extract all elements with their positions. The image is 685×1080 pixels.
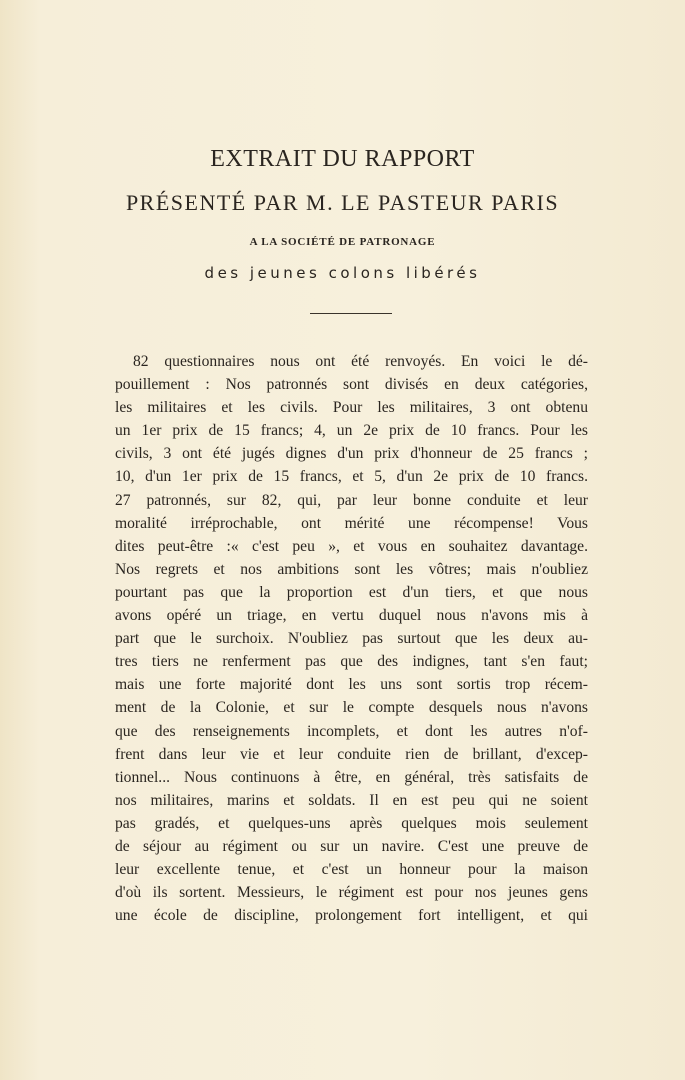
- society-line: A LA SOCIÉTÉ DE PATRONAGE: [249, 236, 436, 248]
- text-line: un 1er prix de 15 francs; 4, un 2e prix de 10 francs. Pour les: [115, 422, 588, 440]
- text-line: 27 patronnés, sur 82, qui, par leur bonne conduite et leur: [115, 491, 588, 509]
- text-line: pouillement : Nos patronnés sont divisés en deux catégories,: [115, 376, 588, 394]
- page-title: EXTRAIT DU RAPPORT: [210, 146, 475, 172]
- text-line: Nos regrets et nos ambitions sont les vôtres; mais n'oubliez: [115, 560, 588, 578]
- title-divider: [310, 313, 392, 314]
- colons-line: des jeunes colons libérés: [204, 264, 481, 282]
- text-line: part que le surchoix. N'oubliez pas surtout que les deux au-: [115, 630, 588, 648]
- text-line: que des renseignements incomplets, et dont les autres n'of-: [115, 722, 588, 740]
- text-line: leur excellente tenue, et c'est un honneur pour la maison: [115, 861, 588, 879]
- body-paragraph: [115, 350, 588, 927]
- text-line: d'où ils sortent. Messieurs, le régiment est pour nos jeunes gens: [115, 884, 588, 902]
- text-line: frent dans leur vie et leur conduite rien de brillant, d'excep-: [115, 745, 588, 763]
- text-line: de séjour au régiment ou sur un navire. C'est une preuve de: [115, 837, 588, 855]
- text-line: moralité irréprochable, ont mérité une récompense! Vous: [115, 514, 588, 532]
- text-line: les militaires et les civils. Pour les militaires, 3 ont obtenu: [115, 399, 588, 417]
- text-line: tres tiers ne renferment pas que des indignes, tant s'en faut;: [115, 653, 588, 671]
- text-line: dites peut-être :« c'est peu », et vous en souhaitez davantage.: [115, 537, 588, 555]
- text-line: civils, 3 ont été jugés dignes d'un prix d'honneur de 25 francs ;: [115, 445, 588, 463]
- text-line: pourtant pas que la proportion est d'un tiers, et que nous: [115, 583, 588, 601]
- text-line: 10, d'un 1er prix de 15 francs, et 5, d'un 2e prix de 10 francs.: [115, 468, 588, 486]
- text-line: 82 questionnaires nous ont été renvoyés. En voici le dé-: [133, 353, 588, 370]
- text-line: nos militaires, marins et soldats. Il en est peu qui ne soient: [115, 791, 588, 809]
- text-line: tionnel... Nous continuons à être, en général, très satisfaits de: [115, 768, 588, 786]
- text-line: pas gradés, et quelques-uns après quelques mois seulement: [115, 814, 588, 832]
- page-subtitle: PRÉSENTÉ PAR M. LE PASTEUR PARIS: [125, 190, 560, 215]
- text-line: avons opéré un triage, en vertu duquel nous n'avons mis à: [115, 607, 588, 625]
- text-line: ment de la Colonie, et sur le compte desquels nous n'avons: [115, 699, 588, 717]
- text-line: une école de discipline, prolongement fort intelligent, et qui: [115, 907, 588, 925]
- text-line: mais une forte majorité dont les uns sont sortis trop récem-: [115, 676, 588, 694]
